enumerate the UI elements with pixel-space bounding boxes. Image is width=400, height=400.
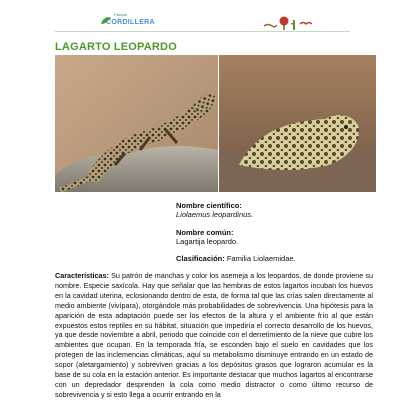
classification-line [176,254,296,263]
header-divider [55,31,350,32]
characteristics-text: Su patrón de manchas y color los asemeja a los leopardos, de donde proviene su nombre. Especie saxícola. Hay que señalar que las hembras de estos lagartos incuban los huevos en la cavidad uterina, eclosionando dentro de esta, de forma tal que las crías salen directamente al medio ambiente (vivípara), otorgándole más probabilidades de sobrevivencia. Una hipótesis para la aparición de esta adaptación puede ser los efectos de la altura y el ambiente frío al que están expuestos estos reptiles en su hábitat, situación que impediría el correcto desarrollo de los huevos, ya que desde noviembre a abril, periodo que coincide con el derretimiento de la nieve que cubre los ambientes que ocupan. En la temporada fría, se esconden bajo el suelo en cavidades que los protegen de las inclemencias climáticas, aquí su metabolismo disminuye entrando en un estado de sopor (aletargamiento) y sobreviven gracias a los depósitos grasos que lograron acumular es la base de su cola en la estación anterior. Es importante destacar que muchos lagartos al encontrarse con un depredador desprenden la cola como medio distractor o como último recurso de sobrevivencia y si esto llega a ocurrir entrando en la [55,271,373,399]
lizard-icon [264,25,277,27]
page-title: LAGARTO LEOPARDO [55,41,177,53]
classification-value: Familia Liolaemidae. [224,254,296,263]
scientific-name-value: Liolaemus leopardinus. [176,210,254,219]
common-name-value: Lagartija leopardo. [176,237,239,246]
classification-label: Clasificación: [176,254,225,263]
logo-name: CORDILLERA [106,19,155,26]
lizard-closeup-photo [219,55,376,192]
page-header [0,0,400,36]
common-name-label: Nombre común: [176,228,234,237]
scientific-name-label: Nombre científico: [176,201,242,210]
decorative-icons [262,14,312,32]
logo-small-text: Parque [114,12,127,17]
lizard-on-rock-photo [55,55,218,192]
bird-icon [300,23,312,25]
cactus-icon [291,20,295,30]
tree-icon [280,17,289,31]
characteristics-label: Características: [55,271,109,280]
characteristics-paragraph [55,271,373,400]
park-logo [100,12,160,32]
